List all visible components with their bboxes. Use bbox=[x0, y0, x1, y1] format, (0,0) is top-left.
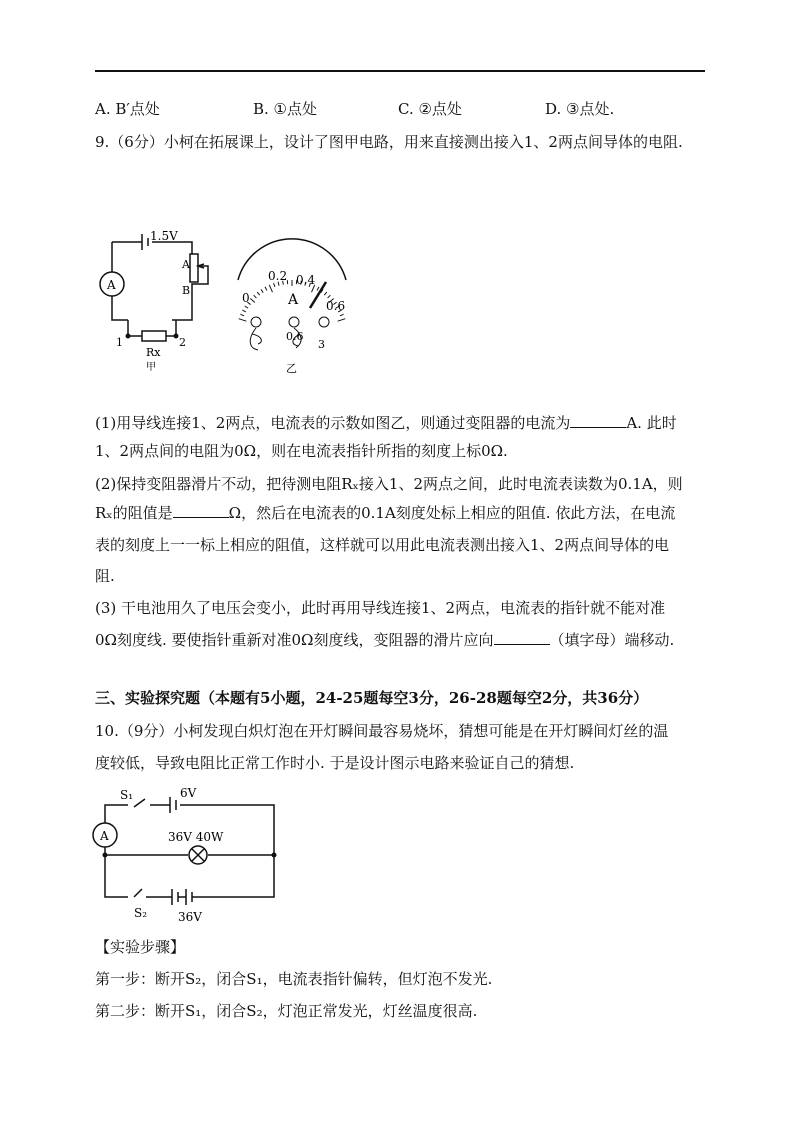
choice-c: C. ②点处 bbox=[398, 100, 462, 118]
dial-unit: A bbox=[288, 292, 299, 308]
switch-s2-label: S₂ bbox=[134, 906, 148, 920]
q10-stem-line2: 度较低，导致电阻比正常工作时小. 于是设计图示电路来验证自己的猜想. bbox=[95, 754, 575, 772]
dial-tick-0-4: 0.4 bbox=[296, 273, 316, 287]
dial-tick-0-2: 0.2 bbox=[268, 269, 288, 283]
q9-part2-line3: 表的刻度上一一标上相应的阻值，这样就可以用此电流表测出接入1、2两点间导体的电 bbox=[95, 536, 670, 554]
top-divider bbox=[95, 70, 705, 72]
step-1: 第一步：断开S₂，闭合S₁，电流表指针偏转，但灯泡不发光. bbox=[95, 970, 493, 988]
dial-tick-mark bbox=[240, 314, 244, 316]
terminal-0-6: 0.6 bbox=[286, 330, 304, 343]
battery-label: 1.5V bbox=[150, 229, 178, 243]
step-2: 第二步：断开S₁，闭合S₂，灯泡正常发光，灯丝温度很高. bbox=[95, 1002, 478, 1020]
dial-tick-mark bbox=[239, 319, 247, 321]
choice-a: A. B′点处 bbox=[95, 100, 160, 118]
dial-tick-mark bbox=[242, 310, 246, 312]
q9-part2-line2: Rₓ的阻值是 Ω，然后在电流表的0.1A刻度处标上相应的阻值. 依此方法，在电流 bbox=[95, 504, 676, 522]
dial-tick-0-6: 0.6 bbox=[326, 299, 346, 313]
q9-part2-line4: 阻. bbox=[95, 567, 115, 585]
figure-yi-caption: 乙 bbox=[286, 362, 297, 375]
answer-blank-resistance[interactable] bbox=[173, 503, 229, 518]
ammeter-dial-figure-yi bbox=[228, 238, 358, 378]
switch-s1-label: S₁ bbox=[120, 788, 134, 802]
answer-blank-direction[interactable] bbox=[494, 630, 550, 645]
q9-part1-line2: 1、2两点间的电阻为0Ω，则在电流表指针所指的刻度上标0Ω. bbox=[95, 442, 508, 460]
q10-stem-line1: 10.（9分）小柯发现白炽灯泡在开灯瞬间最容易烧坏，猜想可能是在开灯瞬间灯丝的温 bbox=[95, 722, 669, 740]
circuit-figure-jia bbox=[90, 228, 220, 378]
q9-part3-line1: (3) 干电池用久了电压会变小，此时再用导线连接1、2两点，电流表的指针就不能对准 bbox=[95, 599, 666, 617]
experiment-steps-title: 【实验步骤】 bbox=[95, 938, 186, 956]
figure-jia-caption: 甲 bbox=[146, 362, 156, 373]
dial-tick-mark bbox=[250, 299, 254, 303]
dial-tick-mark bbox=[261, 289, 263, 292]
answer-blank-current[interactable] bbox=[570, 413, 626, 428]
rheostat-a-label: A bbox=[182, 258, 190, 271]
circuit-figure-q10 bbox=[90, 785, 290, 925]
dial-tick-mark bbox=[338, 319, 346, 321]
ammeter-symbol-q10: A bbox=[100, 829, 109, 843]
dial-tick-mark bbox=[274, 283, 275, 287]
section-3-heading: 三、实验探究题（本题有5小题，24-25题每空3分，26-28题每空2分，共36分） bbox=[95, 689, 649, 707]
rx-label: Rx bbox=[146, 346, 161, 359]
rheostat-b-label: B bbox=[182, 284, 191, 297]
dial-tick-mark bbox=[265, 287, 267, 291]
lamp-rating-label: 36V 40W bbox=[168, 830, 224, 844]
q9-part2-line1: (2)保持变阻器滑片不动，把待测电阻Rₓ接入1、2两点之间，此时电流表读数为0.1A，则 bbox=[95, 475, 683, 493]
dial-tick-mark bbox=[254, 295, 257, 298]
point-1-label: 1 bbox=[116, 336, 123, 349]
dial-tick-mark bbox=[269, 285, 272, 292]
choice-b: B. ①点处 bbox=[253, 100, 318, 118]
dial-tick-mark bbox=[324, 292, 326, 295]
dial-tick-mark bbox=[317, 287, 319, 291]
terminal-3: 3 bbox=[318, 338, 325, 351]
point-2-label: 2 bbox=[179, 336, 186, 349]
dial-tick-mark bbox=[340, 314, 344, 316]
dial-tick-0: 0 bbox=[242, 291, 250, 305]
battery-6v-label: 6V bbox=[180, 786, 197, 800]
ammeter-symbol: A bbox=[107, 278, 116, 292]
choice-d: D. ③点处. bbox=[545, 100, 615, 118]
dial-tick-mark bbox=[328, 295, 331, 298]
dial-tick-mark bbox=[245, 306, 248, 308]
battery-36v-label: 36V bbox=[178, 910, 202, 924]
dial-tick-mark bbox=[257, 292, 259, 295]
q9-part1-line1: (1)用导线连接1、2两点，电流表的示数如图乙，则通过变阻器的电流为 A. 此时 bbox=[95, 414, 677, 432]
q9-stem: 9.（6分）小柯在拓展课上，设计了图甲电路，用来直接测出接入1、2两点间导体的电阻. bbox=[95, 133, 683, 151]
q9-part3-line2: 0Ω刻度线. 要使指针重新对准0Ω刻度线，变阻器的滑片应向 （填字母）端移动. bbox=[95, 631, 675, 649]
